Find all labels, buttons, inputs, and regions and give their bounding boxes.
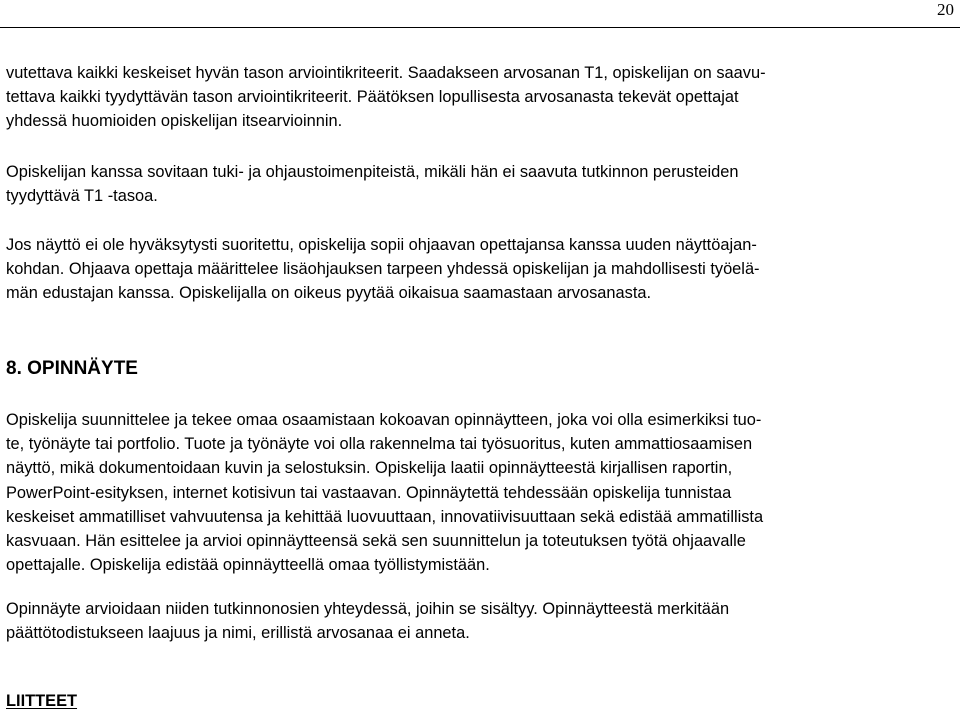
paragraph-thesis-assessment: [6, 597, 954, 645]
text-line: opettajalle. Opiskelija edistää opinnäytteellä omaa työllistymistään.: [6, 556, 490, 575]
text-line: kohdan. Ohjaava opettaja määrittelee lisäohjauksen tarpeen yhdessä opiskelijan ja mahdollisesti työelä-: [6, 260, 760, 279]
section-heading-liitteet: LIITTEET: [6, 692, 78, 710]
text-line: Opiskelijan kanssa sovitaan tuki- ja ohjaustoimenpiteistä, mikäli hän ei saavuta tutkinnon perusteiden: [6, 163, 739, 181]
text-line: yhdessä huomioiden opiskelijan itsearvioinnin.: [6, 112, 343, 131]
text-line: män edustajan kanssa. Opiskelijalla on oikeus pyytää oikaisua saamastaan arvosanasta.: [6, 284, 652, 303]
text-line: te, työnäyte tai portfolio. Tuote ja työnäyte voi olla rakennelma tai työsuoritus, kuten ammattiosaamisen: [6, 435, 753, 454]
text-line: keskeiset ammatilliset vahvuutensa ja kehittää luovuuttaan, innovatiivisuuttaan sekä edistää ammatillista: [6, 507, 764, 526]
text-line: PowerPoint-esityksen, internet kotisivun tai vastaavan. Opinnäytettä tehdessään opiskelija tunnistaa: [6, 483, 732, 502]
header-rule: [0, 27, 960, 28]
text-line: Jos näyttö ei ole hyväksytysti suoritettu, opiskelija sopii ohjaavan opettajansa kanssa uuden näyttöajan-: [6, 236, 757, 254]
paragraph-thesis-description: [6, 408, 954, 577]
text-line: Opinnäyte arvioidaan niiden tutkinnonosien yhteydessä, joihin se sisältyy. Opinnäytteestä merkitään: [6, 600, 730, 618]
text-line: päättötodistukseen laajuus ja nimi, erillistä arvosanaa ei anneta.: [6, 624, 470, 643]
text-line: tyydyttävä T1 -tasoa.: [6, 187, 158, 206]
text-line: Opiskelija suunnittelee ja tekee omaa osaamistaan kokoavan opinnäytteen, joka voi olla esimerkiksi tuo-: [6, 411, 762, 429]
text-line: kasvuaan. Hän esittelee ja arvioi opinnäytteensä sekä sen suunnittelun ja toteutuksen työtä ohjaavalle: [6, 532, 746, 551]
paragraph-support-measures: [6, 160, 954, 208]
text-line: tettava kaikki tyydyttävän tason arviointikriteerit. Päätöksen lopullisesta arvosanasta tekevät opettajat: [6, 88, 739, 107]
paragraph-grading-criteria: [6, 61, 954, 134]
text-line: näyttö, mikä dokumentoidaan kuvin ja selostuksin. Opiskelija laatii opinnäytteestä kirjallisen raportin,: [6, 459, 733, 478]
section-heading-opinnayte: 8. OPINNÄYTE: [6, 358, 138, 379]
page-number: 20: [937, 0, 954, 19]
paragraph-failed-demonstration: [6, 233, 954, 306]
text-line: vutettava kaikki keskeiset hyvän tason arviointikriteerit. Saadakseen arvosanan T1, opiskelijan on saavu-: [6, 64, 766, 82]
